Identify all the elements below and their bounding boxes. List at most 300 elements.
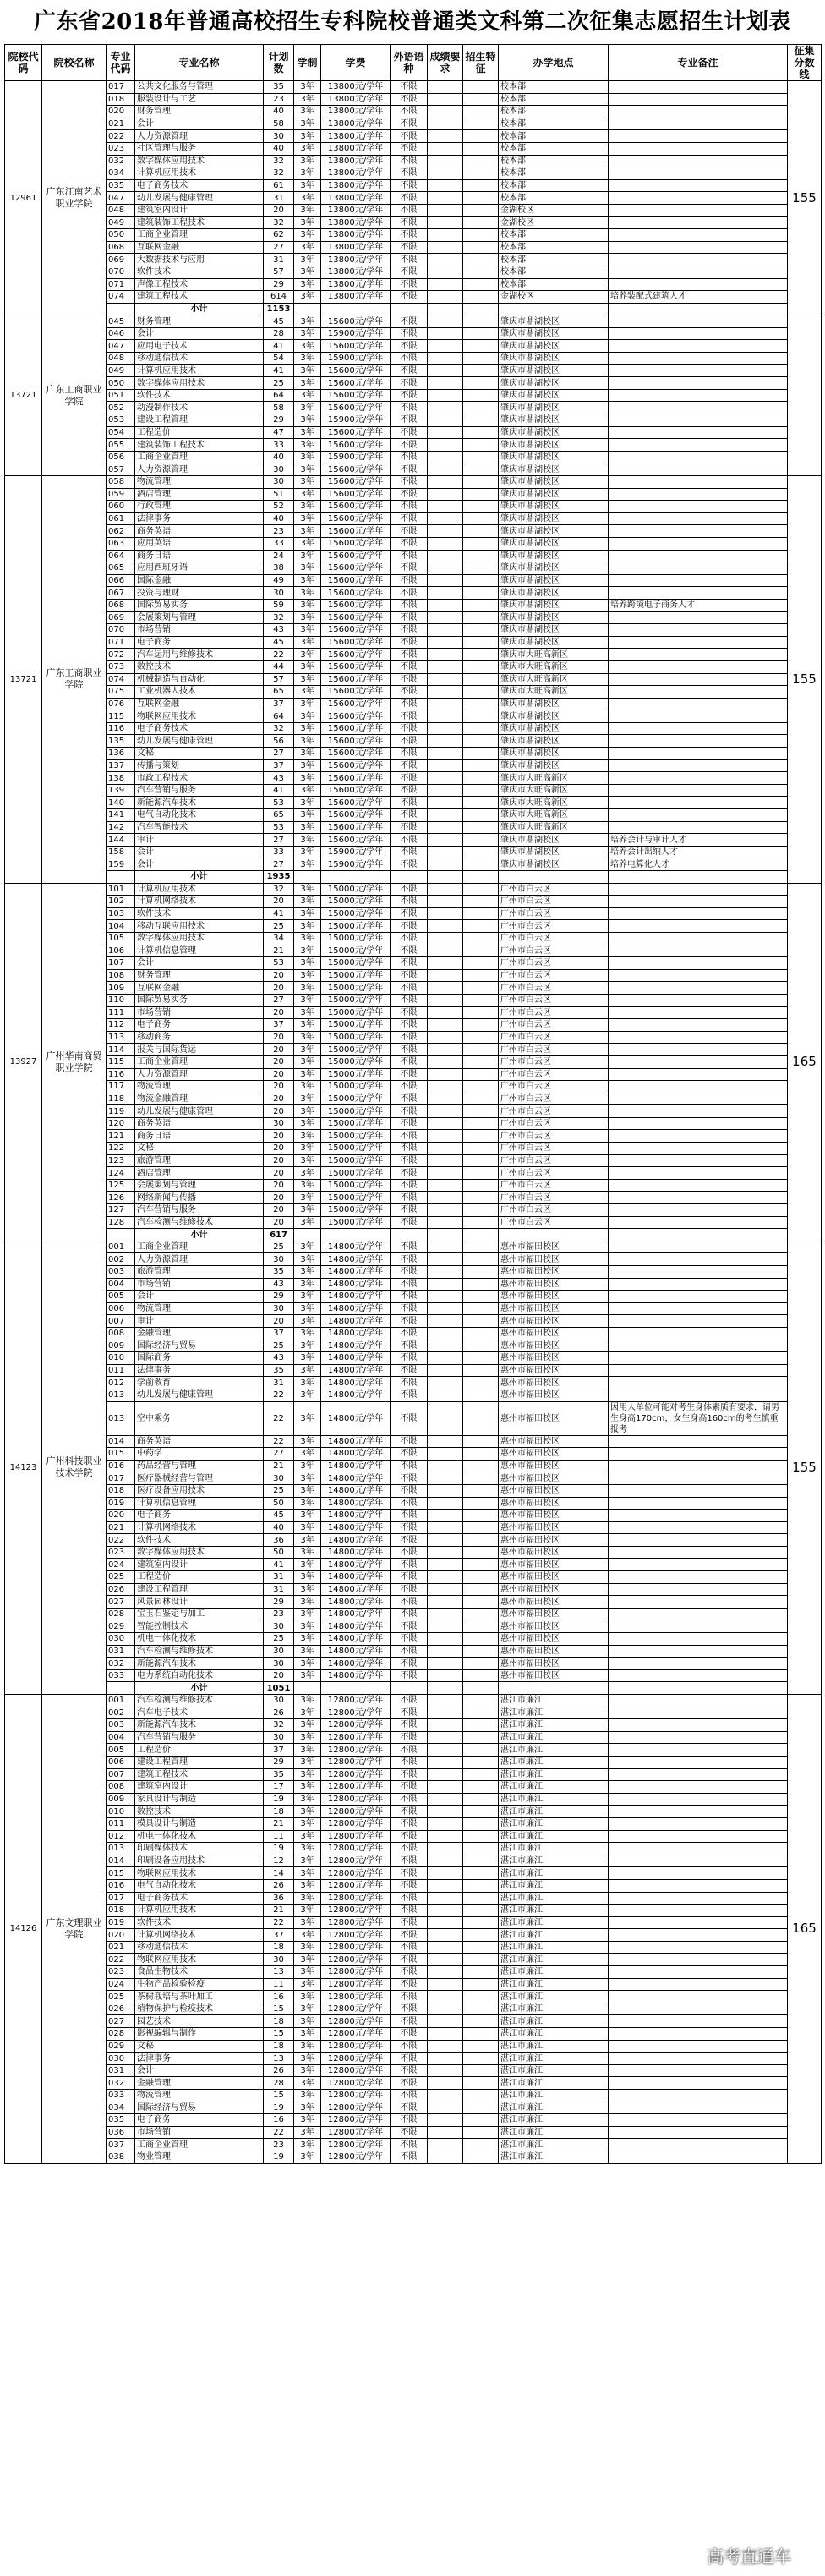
program-code: 105 xyxy=(107,932,135,945)
language: 不限 xyxy=(391,846,428,858)
tuition: 12800元/学年 xyxy=(321,2040,391,2053)
location: 湛江市廉江 xyxy=(499,1781,609,1794)
program-code: 061 xyxy=(107,512,135,525)
program-code: 005 xyxy=(107,1744,135,1757)
score-requirement xyxy=(428,1253,463,1266)
program-code: 051 xyxy=(107,389,135,402)
program-name: 宝玉石鉴定与加工 xyxy=(135,1608,264,1620)
language: 不限 xyxy=(391,315,428,328)
table-row xyxy=(5,525,822,538)
location: 湛江市廉江 xyxy=(499,2003,609,2015)
feature xyxy=(463,1583,499,1596)
quota: 18 xyxy=(264,2040,294,2053)
program-code: 016 xyxy=(107,1879,135,1892)
program-note xyxy=(609,1315,788,1328)
quota: 23 xyxy=(264,93,294,106)
score-requirement xyxy=(428,142,463,155)
quota: 20 xyxy=(264,1130,294,1143)
duration: 3年 xyxy=(294,2077,321,2090)
quota: 25 xyxy=(264,377,294,390)
subtotal-row xyxy=(5,1229,822,1241)
quota: 16 xyxy=(264,1991,294,2003)
table-row xyxy=(5,377,822,390)
score-requirement xyxy=(428,636,463,649)
language: 不限 xyxy=(391,574,428,587)
feature xyxy=(463,994,499,1006)
duration: 3年 xyxy=(294,896,321,908)
subtotal-spacer xyxy=(107,1682,135,1695)
subtotal-empty-cell xyxy=(609,1229,788,1241)
program-name: 空中乘务 xyxy=(135,1401,264,1435)
quota: 28 xyxy=(264,2077,294,2090)
score-requirement xyxy=(428,278,463,291)
program-code: 027 xyxy=(107,1596,135,1609)
program-note xyxy=(609,1484,788,1497)
duration: 3年 xyxy=(294,649,321,661)
score-requirement xyxy=(428,463,463,476)
score-requirement xyxy=(428,834,463,847)
program-code: 052 xyxy=(107,402,135,414)
program-note xyxy=(609,649,788,661)
location: 广州市白云区 xyxy=(499,896,609,908)
table-row xyxy=(5,1143,822,1155)
subtotal-label: 小计 xyxy=(135,871,264,884)
program-name: 建设工程管理 xyxy=(135,1583,264,1596)
tuition: 15600元/学年 xyxy=(321,710,391,723)
program-code: 017 xyxy=(107,1472,135,1485)
program-note xyxy=(609,1364,788,1377)
subtotal-empty-cell xyxy=(499,871,609,884)
tuition: 12800元/学年 xyxy=(321,1867,391,1880)
program-note xyxy=(609,587,788,600)
location: 广州市白云区 xyxy=(499,1105,609,1118)
tuition: 15600元/学年 xyxy=(321,364,391,377)
language: 不限 xyxy=(391,1117,428,1130)
table-row xyxy=(5,216,822,229)
table-row xyxy=(5,1364,822,1377)
quota: 31 xyxy=(264,254,294,266)
tuition: 14800元/学年 xyxy=(321,1571,391,1584)
tuition: 12800元/学年 xyxy=(321,2064,391,2077)
feature xyxy=(463,710,499,723)
feature xyxy=(463,1695,499,1707)
quota: 32 xyxy=(264,155,294,167)
program-name: 国际金融 xyxy=(135,574,264,587)
tuition: 15000元/学年 xyxy=(321,1093,391,1105)
program-code: 003 xyxy=(107,1719,135,1732)
tuition: 15600元/学年 xyxy=(321,599,391,611)
location: 肇庆市鼎湖校区 xyxy=(499,698,609,710)
table-row xyxy=(5,476,822,489)
score-requirement xyxy=(428,192,463,205)
duration: 3年 xyxy=(294,439,321,452)
program-name: 商务英语 xyxy=(135,1117,264,1130)
cutoff-score: 155 xyxy=(788,1241,822,1694)
tuition: 15600元/学年 xyxy=(321,686,391,699)
quota: 20 xyxy=(264,1031,294,1044)
feature xyxy=(463,167,499,180)
feature xyxy=(463,1327,499,1340)
program-code: 138 xyxy=(107,772,135,785)
quota: 49 xyxy=(264,574,294,587)
duration: 3年 xyxy=(294,179,321,192)
language: 不限 xyxy=(391,1364,428,1377)
program-code: 011 xyxy=(107,1817,135,1830)
program-note xyxy=(609,1117,788,1130)
school-name: 广州科技职业技术学院 xyxy=(42,1241,107,1694)
location: 肇庆市鼎湖校区 xyxy=(499,735,609,748)
program-code: 119 xyxy=(107,1105,135,1118)
quota: 20 xyxy=(264,1154,294,1167)
quota: 33 xyxy=(264,846,294,858)
table-row xyxy=(5,735,822,748)
quota: 41 xyxy=(264,364,294,377)
program-code: 159 xyxy=(107,858,135,871)
program-code: 049 xyxy=(107,216,135,229)
program-name: 报关与国际货运 xyxy=(135,1044,264,1056)
program-code: 046 xyxy=(107,327,135,340)
feature xyxy=(463,1855,499,1867)
location: 惠州市福田校区 xyxy=(499,1460,609,1472)
language: 不限 xyxy=(391,501,428,513)
table-row xyxy=(5,1484,822,1497)
feature xyxy=(463,229,499,242)
program-code: 062 xyxy=(107,525,135,538)
language: 不限 xyxy=(391,735,428,748)
feature xyxy=(463,488,499,501)
language: 不限 xyxy=(391,2077,428,2090)
score-requirement xyxy=(428,81,463,94)
location: 肇庆市鼎湖校区 xyxy=(499,402,609,414)
language: 不限 xyxy=(391,686,428,699)
duration: 3年 xyxy=(294,1006,321,1019)
program-name: 国际商务 xyxy=(135,1352,264,1365)
language: 不限 xyxy=(391,1216,428,1229)
header-score-req: 成绩要求 xyxy=(428,45,463,81)
program-note xyxy=(609,340,788,353)
tuition: 13800元/学年 xyxy=(321,192,391,205)
program-note xyxy=(609,1669,788,1682)
score-requirement xyxy=(428,907,463,920)
program-code: 110 xyxy=(107,994,135,1006)
program-name: 酒店管理 xyxy=(135,488,264,501)
location: 湛江市廉江 xyxy=(499,1793,609,1806)
table-row xyxy=(5,1510,822,1522)
header-school-name: 院校名称 xyxy=(42,45,107,81)
program-note xyxy=(609,994,788,1006)
program-note xyxy=(609,402,788,414)
tuition: 12800元/学年 xyxy=(321,1929,391,1942)
language: 不限 xyxy=(391,2139,428,2151)
tuition: 15600元/学年 xyxy=(321,809,391,822)
subtotal-empty-cell xyxy=(321,871,391,884)
feature xyxy=(463,2053,499,2065)
quota: 30 xyxy=(264,1954,294,1966)
duration: 3年 xyxy=(294,809,321,822)
score-requirement xyxy=(428,673,463,686)
header-school-code: 院校代码 xyxy=(5,45,42,81)
program-note xyxy=(609,106,788,118)
program-note xyxy=(609,2040,788,2053)
score-requirement xyxy=(428,501,463,513)
quota: 31 xyxy=(264,1583,294,1596)
table-row xyxy=(5,106,822,118)
program-note xyxy=(609,722,788,735)
subtotal-empty-cell xyxy=(609,871,788,884)
language: 不限 xyxy=(391,291,428,304)
tuition: 15000元/学年 xyxy=(321,1216,391,1229)
program-name: 物流金融管理 xyxy=(135,1093,264,1105)
table-row xyxy=(5,1658,822,1670)
duration: 3年 xyxy=(294,327,321,340)
tuition: 15900元/学年 xyxy=(321,858,391,871)
score-requirement xyxy=(428,1768,463,1781)
subtotal-empty-cell xyxy=(499,1229,609,1241)
tuition: 12800元/学年 xyxy=(321,1954,391,1966)
table-row xyxy=(5,1521,822,1534)
language: 不限 xyxy=(391,920,428,933)
quota: 58 xyxy=(264,402,294,414)
duration: 3年 xyxy=(294,266,321,278)
table-row xyxy=(5,673,822,686)
program-name: 建筑装饰工程技术 xyxy=(135,439,264,452)
location: 校本部 xyxy=(499,179,609,192)
feature xyxy=(463,1179,499,1192)
tuition: 12800元/学年 xyxy=(321,1806,391,1818)
quota: 56 xyxy=(264,735,294,748)
feature xyxy=(463,130,499,143)
program-code: 001 xyxy=(107,1695,135,1707)
location: 肇庆市大旺高新区 xyxy=(499,821,609,834)
program-name: 审计 xyxy=(135,834,264,847)
school-name: 广州华南商贸职业学院 xyxy=(42,883,107,1241)
feature xyxy=(463,2139,499,2151)
program-code: 107 xyxy=(107,957,135,970)
feature xyxy=(463,587,499,600)
location: 肇庆市鼎湖校区 xyxy=(499,512,609,525)
score-requirement xyxy=(428,1991,463,2003)
program-note xyxy=(609,710,788,723)
quota: 40 xyxy=(264,1521,294,1534)
feature xyxy=(463,1352,499,1365)
program-code: 073 xyxy=(107,660,135,673)
tuition: 13800元/学年 xyxy=(321,204,391,216)
table-row xyxy=(5,1377,822,1389)
quota: 64 xyxy=(264,710,294,723)
quota: 30 xyxy=(264,1731,294,1744)
table-row xyxy=(5,2077,822,2090)
quota: 30 xyxy=(264,1695,294,1707)
table-row xyxy=(5,660,822,673)
score-requirement xyxy=(428,722,463,735)
score-requirement xyxy=(428,241,463,254)
location: 惠州市福田校区 xyxy=(499,1497,609,1510)
program-code: 122 xyxy=(107,1143,135,1155)
table-row xyxy=(5,759,822,772)
tuition: 14800元/学年 xyxy=(321,1302,391,1315)
program-name: 人力资源管理 xyxy=(135,463,264,476)
tuition: 15000元/学年 xyxy=(321,932,391,945)
table-row xyxy=(5,1216,822,1229)
program-note xyxy=(609,414,788,427)
tuition: 13800元/学年 xyxy=(321,81,391,94)
program-code: 030 xyxy=(107,2053,135,2065)
school-code: 14126 xyxy=(5,1695,42,2164)
program-note xyxy=(609,216,788,229)
location: 广州市白云区 xyxy=(499,1192,609,1204)
score-requirement xyxy=(428,698,463,710)
location: 惠州市福田校区 xyxy=(499,1669,609,1682)
subtotal-row xyxy=(5,1682,822,1695)
duration: 3年 xyxy=(294,562,321,575)
tuition: 15600元/学年 xyxy=(321,624,391,637)
language: 不限 xyxy=(391,1707,428,1719)
score-requirement xyxy=(428,1401,463,1435)
quota: 29 xyxy=(264,278,294,291)
score-requirement xyxy=(428,451,463,463)
table-row xyxy=(5,1055,822,1068)
feature xyxy=(463,1905,499,1917)
duration: 3年 xyxy=(294,1291,321,1303)
language: 不限 xyxy=(391,1266,428,1279)
program-note xyxy=(609,1855,788,1867)
duration: 3年 xyxy=(294,636,321,649)
program-code: 063 xyxy=(107,537,135,550)
program-note xyxy=(609,1571,788,1584)
duration: 3年 xyxy=(294,1867,321,1880)
program-code: 074 xyxy=(107,673,135,686)
language: 不限 xyxy=(391,1916,428,1929)
program-code: 012 xyxy=(107,1377,135,1389)
program-note xyxy=(609,155,788,167)
language: 不限 xyxy=(391,1596,428,1609)
score-requirement xyxy=(428,130,463,143)
program-name: 金融管理 xyxy=(135,2077,264,2090)
location: 广州市白云区 xyxy=(499,969,609,982)
feature xyxy=(463,1830,499,1843)
table-row xyxy=(5,1867,822,1880)
feature xyxy=(463,1941,499,1954)
feature xyxy=(463,1266,499,1279)
duration: 3年 xyxy=(294,1143,321,1155)
feature xyxy=(463,463,499,476)
feature xyxy=(463,1167,499,1180)
duration: 3年 xyxy=(294,426,321,439)
program-note xyxy=(609,1817,788,1830)
quota: 65 xyxy=(264,686,294,699)
program-code: 118 xyxy=(107,1093,135,1105)
duration: 3年 xyxy=(294,624,321,637)
score-requirement xyxy=(428,353,463,365)
duration: 3年 xyxy=(294,537,321,550)
language: 不限 xyxy=(391,969,428,982)
feature xyxy=(463,1031,499,1044)
table-row xyxy=(5,1278,822,1291)
program-code: 050 xyxy=(107,377,135,390)
location: 校本部 xyxy=(499,254,609,266)
program-name: 互联网金融 xyxy=(135,241,264,254)
program-code: 048 xyxy=(107,353,135,365)
quota: 20 xyxy=(264,1315,294,1328)
language: 不限 xyxy=(391,1204,428,1217)
duration: 3年 xyxy=(294,463,321,476)
location: 惠州市福田校区 xyxy=(499,1596,609,1609)
table-row xyxy=(5,772,822,785)
table-row xyxy=(5,1916,822,1929)
tuition: 12800元/学年 xyxy=(321,1781,391,1794)
location: 湛江市廉江 xyxy=(499,1806,609,1818)
quota: 50 xyxy=(264,1497,294,1510)
program-code: 076 xyxy=(107,698,135,710)
feature xyxy=(463,969,499,982)
program-note xyxy=(609,1448,788,1461)
table-row xyxy=(5,439,822,452)
language: 不限 xyxy=(391,673,428,686)
program-code: 020 xyxy=(107,1510,135,1522)
table-row xyxy=(5,1817,822,1830)
quota: 30 xyxy=(264,1645,294,1658)
program-note xyxy=(609,1278,788,1291)
tuition: 14800元/学年 xyxy=(321,1352,391,1365)
quota: 45 xyxy=(264,315,294,328)
program-code: 033 xyxy=(107,2090,135,2102)
language: 不限 xyxy=(391,1055,428,1068)
score-requirement xyxy=(428,1855,463,1867)
location: 肇庆市鼎湖校区 xyxy=(499,587,609,600)
score-requirement xyxy=(428,1143,463,1155)
score-requirement xyxy=(428,574,463,587)
table-row xyxy=(5,2053,822,2065)
score-requirement xyxy=(428,1510,463,1522)
program-name: 会计 xyxy=(135,1291,264,1303)
program-note xyxy=(609,1658,788,1670)
location: 湛江市廉江 xyxy=(499,1879,609,1892)
program-name: 财务管理 xyxy=(135,315,264,328)
feature xyxy=(463,291,499,304)
duration: 3年 xyxy=(294,525,321,538)
duration: 3年 xyxy=(294,1278,321,1291)
program-code: 032 xyxy=(107,155,135,167)
program-name: 会展策划与管理 xyxy=(135,611,264,624)
program-note xyxy=(609,512,788,525)
duration: 3年 xyxy=(294,1695,321,1707)
quota: 30 xyxy=(264,1658,294,1670)
tuition: 12800元/学年 xyxy=(321,2090,391,2102)
location: 广州市白云区 xyxy=(499,1081,609,1093)
language: 不限 xyxy=(391,2028,428,2041)
program-code: 010 xyxy=(107,1352,135,1365)
quota: 30 xyxy=(264,1620,294,1633)
cutoff-score: 155 xyxy=(788,81,822,315)
score-requirement xyxy=(428,414,463,427)
language: 不限 xyxy=(391,1695,428,1707)
location: 湛江市廉江 xyxy=(499,1744,609,1757)
program-name: 计算机信息管理 xyxy=(135,945,264,957)
table-row xyxy=(5,587,822,600)
duration: 3年 xyxy=(294,1781,321,1794)
language: 不限 xyxy=(391,994,428,1006)
subtotal-empty-cell xyxy=(499,303,609,315)
location: 肇庆市大旺高新区 xyxy=(499,772,609,785)
cutoff-score: 165 xyxy=(788,1695,822,2164)
program-code: 020 xyxy=(107,106,135,118)
program-note xyxy=(609,1843,788,1855)
program-code: 023 xyxy=(107,142,135,155)
score-requirement xyxy=(428,2102,463,2114)
subtotal-label: 小计 xyxy=(135,1229,264,1241)
subtotal-empty-cell xyxy=(463,871,499,884)
score-requirement xyxy=(428,2053,463,2065)
